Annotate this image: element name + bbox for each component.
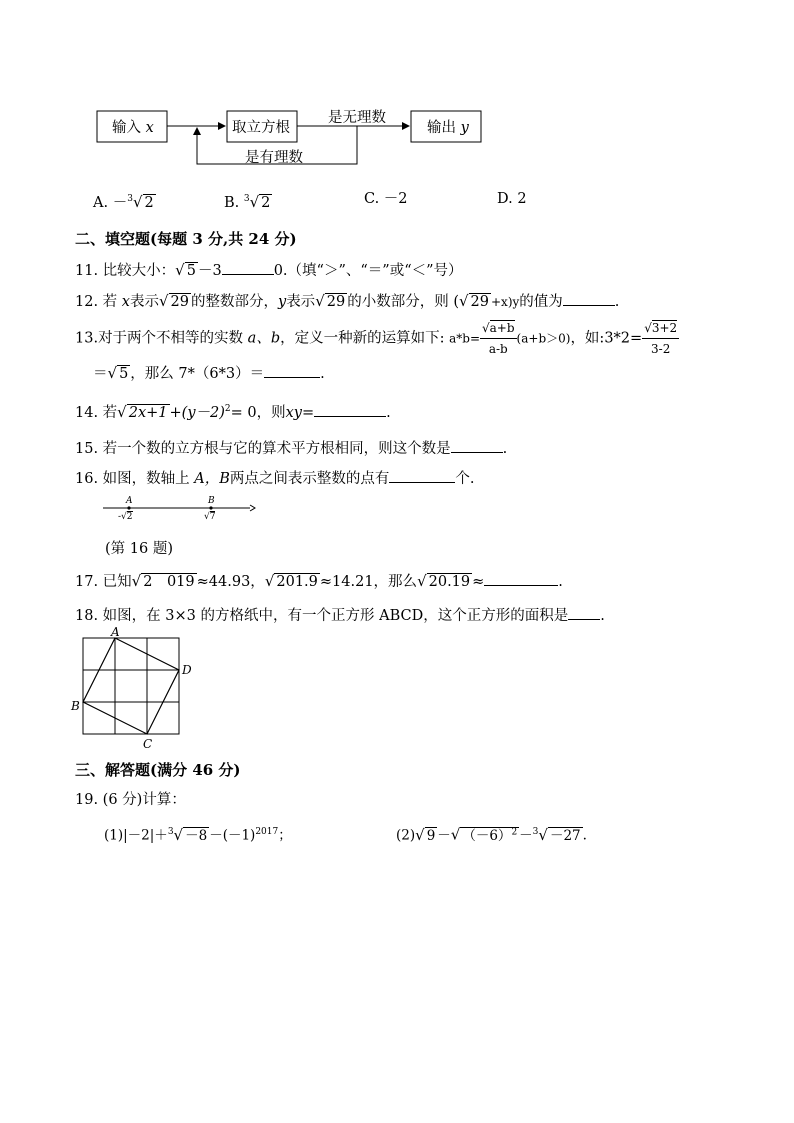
q15-text: 若一个数的立方根与它的算术平方根相同，则这个数是 (102, 441, 451, 457)
q12-radicand-1: 29 (170, 294, 189, 310)
q17-blank[interactable] (484, 570, 558, 586)
option-c-label: C. (364, 191, 380, 207)
q14-text-a: 若 (102, 404, 118, 421)
q19-p1-radical: √ －8 (173, 825, 208, 844)
q14-xy: xy (285, 404, 302, 421)
q16-text-c: 个. (455, 471, 475, 487)
q12-radicand-2: 29 (326, 294, 346, 310)
q13-ex-lhs: 3*2= (604, 330, 643, 347)
q17-radical-2: √ 201.9 (264, 572, 318, 590)
q12-text-f: 的值为 (519, 294, 563, 310)
number-line-arrow (250, 505, 255, 511)
q19-p1-exp: 2017 (255, 827, 279, 837)
q13-line2-end: . (320, 366, 325, 382)
q18-text: 如图，在 3×3 的方格纸中，有一个正方形 ABCD，这个正方形的面积是 (102, 608, 569, 624)
number-line (95, 494, 265, 528)
rational-label: 是有理数 (245, 150, 303, 166)
output-box-label (427, 118, 469, 138)
q17-text-2: ≈14.21，那么 (319, 574, 418, 590)
q14-radicand: 2x+1 (128, 404, 168, 421)
q13-line2-a: ＝ (93, 366, 108, 382)
q14-blank[interactable] (314, 401, 386, 417)
point-b-dot (209, 506, 212, 509)
q13-def-condition: (a+b＞0) (516, 331, 571, 346)
q19-p2-end: . (582, 827, 587, 844)
q12-radical-1: √ 29 (158, 292, 189, 310)
q19-p2-b: － (437, 827, 451, 844)
point-b-label: B (208, 496, 215, 506)
question-14 (75, 399, 391, 423)
q19-p2-a: (2) (396, 827, 416, 844)
q12-num: 12. (75, 294, 99, 310)
label-b: B (71, 699, 80, 713)
section2-heading: 二、填空题(每题 3 分,共 24 分) (75, 230, 297, 248)
q18-end: . (600, 608, 605, 624)
q19-p1-a: (1)|－2|＋ (104, 827, 168, 844)
label-a: A (111, 625, 120, 639)
q19-p2-radical-2: √ $(-6)^2$ (450, 825, 518, 844)
option-a-index: 3 (127, 194, 133, 204)
point-b-radicand: 7 (209, 512, 216, 522)
q19-p1-radicand: －8 (185, 827, 208, 844)
q12-text-b: 表示 (129, 294, 159, 310)
q16-text-b: 两点之间表示整数的点有 (229, 471, 390, 487)
option-a (93, 189, 156, 213)
q17-text-1: ≈44.93， (196, 574, 265, 590)
grid-border (83, 638, 179, 734)
q12-radicand-3: 29 (470, 294, 489, 310)
q15-end: . (502, 441, 508, 457)
q13-ex-fraction: $\frac{√3+2}{3-2}$ (642, 318, 679, 359)
q19-part-1 (104, 822, 292, 846)
q17-num: 17. (75, 574, 99, 590)
question-12: 12. 若 x表示√ 29 的整数部分，y表示√ 29 的小数部分，则 (√ 29 +x)y的值为 . (75, 292, 620, 310)
q19-p1-b: －(－1) (209, 827, 256, 844)
option-b-index: 3 (243, 194, 250, 204)
q13-radical: √ 5 (107, 364, 129, 382)
q12-text-e: 的小数部分，则 (347, 294, 449, 310)
q13-ex-denominator: 3-2 (651, 342, 671, 356)
input-var: x (145, 120, 154, 136)
square-abcd (83, 638, 179, 734)
question-13-line2 (93, 362, 325, 384)
q16-vars: A，B (194, 471, 230, 487)
q19-p2-exp: 2 (511, 827, 518, 837)
q17-text-a: 已知 (102, 574, 132, 590)
q12-radical-3: √ 29 (458, 292, 489, 310)
q13-def-lhs: a*b= (449, 331, 480, 346)
q12-text-g: . (614, 294, 620, 310)
q19-p2-radical-1: √ 9 (415, 825, 436, 844)
q11-text-b: －3 (197, 263, 222, 279)
option-b (224, 189, 272, 213)
q19-p2-index: 3 (532, 827, 539, 837)
q19-p1-end: ； (278, 827, 292, 844)
point-a-label: A (126, 496, 133, 506)
q11-text-a: 比较大小： (102, 263, 176, 279)
q12-paren-tail: +x)y (491, 295, 520, 309)
q12-text-c: 的整数部分， (190, 294, 278, 310)
option-c-value: －2 (383, 191, 408, 207)
q13-def-denominator: a-b (488, 342, 508, 356)
point-a-value: -√2 (118, 512, 133, 522)
output-var: y (460, 120, 469, 136)
point-b-value: √7 (204, 512, 216, 522)
grid-figure (80, 635, 185, 740)
option-d-label: D. (497, 191, 513, 207)
q14-text-d: = (302, 404, 315, 421)
irrational-label: 是无理数 (328, 110, 386, 126)
q18-blank[interactable] (568, 604, 600, 620)
q11-num: 11. (75, 263, 99, 279)
option-a-radical: √ 2 (132, 192, 154, 211)
label-c: C (143, 737, 153, 751)
q11-radicand: 5 (186, 263, 196, 279)
point-a-sign: - (118, 512, 122, 522)
q19-p2-radicand-1: 9 (426, 827, 436, 844)
q19-p2-radicand-3: －27 (549, 827, 581, 844)
q11-blank[interactable] (222, 259, 274, 275)
q15-blank[interactable] (451, 437, 503, 453)
question-11 (75, 259, 463, 281)
q17-end: . (558, 574, 563, 590)
q13-vars: a、b (247, 330, 281, 347)
q13-text-c: ，如: (570, 330, 605, 347)
q19-num: 19. (75, 792, 99, 808)
option-b-radical: √ 2 (249, 192, 271, 211)
q12-radical-2: √ 29 (315, 292, 346, 310)
q18-num: 18. (75, 608, 99, 624)
q19-p2-radical-3: √ －27 (538, 825, 581, 844)
q17-text-3: ≈ (472, 574, 485, 590)
q17-radical-1: √ 2 019 (131, 572, 195, 590)
q13-text-a: 对于两个不相等的实数 (98, 330, 244, 347)
q17-radicand-3: 20.19 (428, 574, 471, 590)
q19-p1-index: 3 (167, 827, 174, 837)
q13-def-fraction: $\frac{√a+b}{a-b}$ (480, 318, 517, 359)
q19-p2-radicand-2: （－6） (462, 827, 512, 844)
option-d (497, 189, 527, 209)
q13-line2-radicand: 5 (119, 366, 129, 382)
q14-text-b: +(y－2) (169, 404, 225, 421)
output-text: 输出 (427, 120, 456, 136)
question-17 (75, 570, 563, 592)
q15-num: 15. (75, 441, 99, 457)
q12-text-d: 表示 (286, 294, 316, 310)
question-16 (75, 467, 475, 489)
q14-text-e: . (386, 404, 391, 421)
question-18 (75, 604, 605, 626)
option-a-sign: － (112, 194, 128, 211)
option-a-label: A. (93, 194, 109, 211)
q16-caption: (第 16 题) (105, 541, 173, 557)
q12-text-a: 若 (102, 294, 118, 310)
q17-radicand-1: 2 019 (143, 574, 195, 590)
q14-radical: √ 2x+1 (117, 402, 168, 421)
label-d: D (182, 663, 192, 677)
input-text: 输入 (112, 120, 141, 136)
q12-var-y: y (277, 294, 287, 310)
q17-radical-3: √ 20.19 (417, 572, 471, 590)
q19-text: (6 分)计算： (102, 792, 186, 808)
option-a-radicand: 2 (144, 194, 154, 211)
q19-part-2 (396, 822, 587, 846)
option-b-radicand: 2 (261, 194, 271, 211)
option-b-label: B. (224, 194, 240, 211)
q14-num: 14. (75, 404, 99, 421)
q17-radicand-2: 201.9 (276, 574, 318, 590)
q14-exp: 2 (224, 404, 231, 414)
q19-p2-c: － (519, 827, 533, 844)
section3-heading: 三、解答题(满分 46 分) (75, 761, 241, 779)
q16-text-a: 如图，数轴上 (102, 471, 190, 487)
q13-def-numerator: a+b (489, 321, 515, 335)
q16-blank[interactable] (389, 467, 455, 483)
q13-ex-numerator: 3+2 (651, 321, 678, 335)
q14-text-c: = 0，则 (230, 404, 286, 421)
option-d-value: 2 (517, 191, 527, 207)
q13-num: 13. (75, 330, 99, 347)
question-13 (75, 318, 679, 359)
point-a-dot (127, 506, 130, 509)
question-19 (75, 790, 186, 810)
q11-radical: √ 5 (175, 261, 196, 279)
point-a-radicand: 2 (126, 512, 133, 522)
q12-blank[interactable] (563, 290, 615, 306)
q16-num: 16. (75, 471, 99, 487)
q13-text-b: ，定义一种新的运算如下: (280, 330, 445, 347)
q13-blank[interactable] (264, 362, 320, 378)
q11-text-c: 0.（填“＞”、“＝”或“＜”号） (273, 263, 463, 279)
input-box-label (112, 118, 154, 138)
question-15 (75, 437, 507, 459)
option-c (364, 189, 408, 209)
process-box-label: 取立方根 (232, 120, 290, 136)
q13-line2-b: ，那么 7*（6*3）＝ (130, 366, 265, 382)
q12-var-x: x (121, 294, 130, 310)
